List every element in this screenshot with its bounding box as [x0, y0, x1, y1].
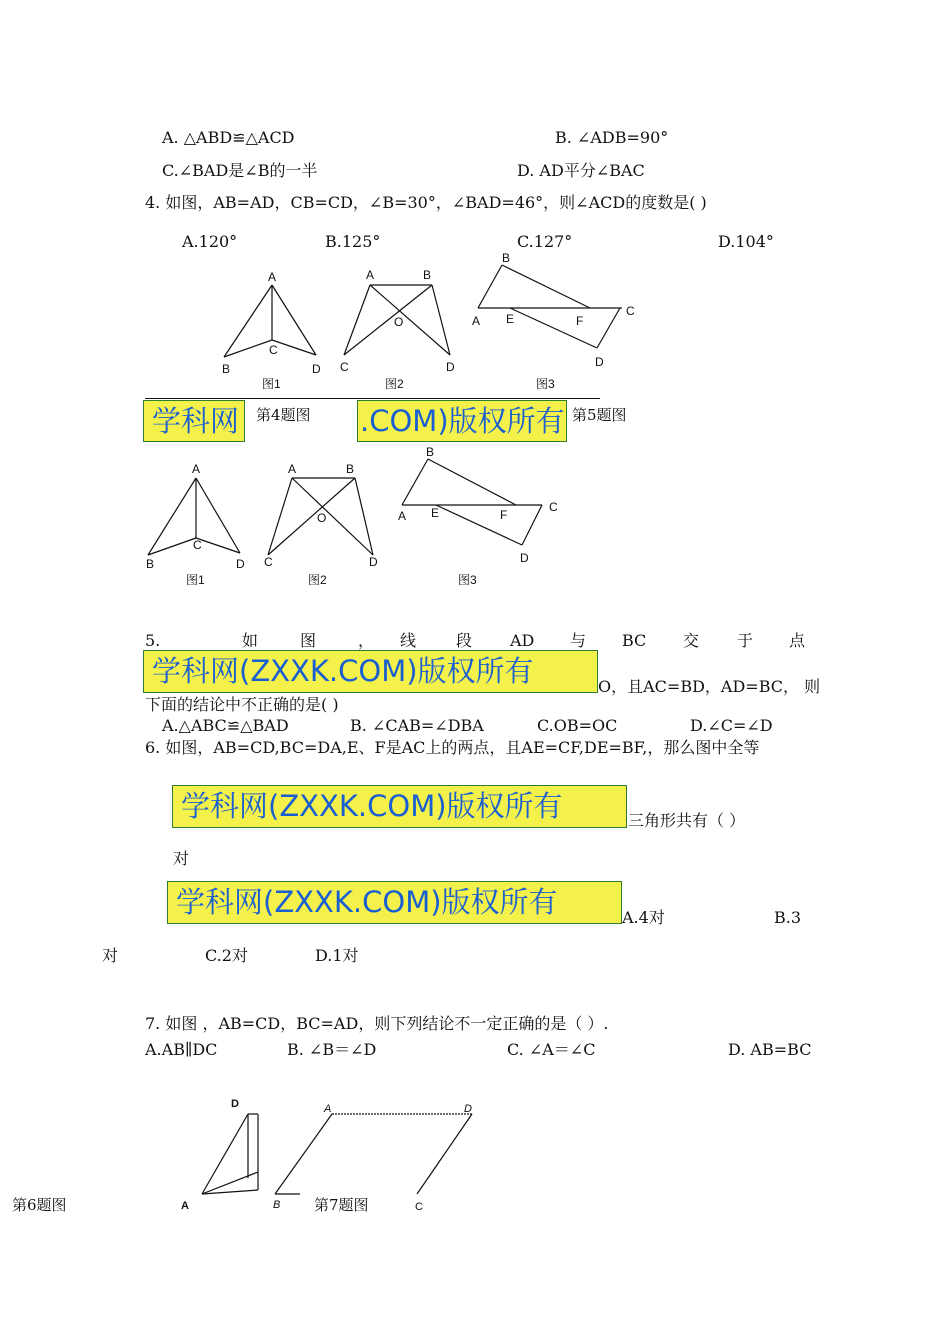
q5-word: ， — [358, 631, 375, 650]
q4-option-d: D.104° — [718, 232, 774, 251]
q5-word: 于 — [737, 631, 754, 650]
point-label-a: A — [192, 462, 201, 476]
point-label-c: C — [193, 538, 202, 552]
q4-stem: 4. 如图，AB=AD，CB=CD，∠B=30°，∠BAD=46°，则∠ACD的度数是( ) — [145, 193, 707, 212]
watermark-banner: 学科网(ZXXK.COM)版权所有 — [143, 650, 598, 693]
point-label-e: E — [431, 506, 440, 520]
point-label-d: D — [464, 1103, 472, 1115]
figure-3-label: 图3 — [458, 573, 477, 587]
q5-conditions: O，且AC=BD，AD=BC， 则 — [598, 677, 821, 696]
figure-2-trapezoid — [340, 268, 455, 391]
watermark-banner: 学科网(ZXXK.COM)版权所有 — [167, 881, 622, 924]
figure-1-label: 图1 — [262, 377, 281, 391]
point-label-a: A — [472, 314, 481, 328]
q6-option-b-tail: 对 — [102, 946, 119, 965]
point-label-b: B — [346, 462, 355, 476]
q5-question: 下面的结论中不正确的是( ) — [145, 695, 339, 714]
figure-caption-q4: 第4题图 — [256, 406, 311, 424]
q3-option-d: D. AD平分∠BAC — [517, 161, 645, 180]
point-label-c: C — [415, 1201, 423, 1213]
point-label-b: B — [146, 557, 155, 571]
figure-3-triangles — [472, 251, 635, 391]
q5-word: 5. — [145, 631, 161, 650]
q3-option-a: A. △ABD≌△ACD — [162, 128, 295, 147]
q5-word: 图 — [300, 631, 317, 650]
q5-word: 与 — [570, 631, 587, 650]
q3-option-c: C.∠BAD是∠B的一半 — [162, 161, 318, 180]
point-label-d: D — [369, 555, 378, 569]
q5-word: AD — [510, 631, 535, 650]
point-label-c: C — [626, 304, 635, 318]
point-label-a: A — [366, 268, 375, 282]
q4-option-a: A.120° — [182, 232, 238, 251]
top-divider — [145, 398, 600, 399]
point-label-d: D — [595, 355, 604, 369]
point-label-o: O — [394, 315, 404, 329]
q5-word: 如 — [242, 631, 259, 650]
figure-row-2 — [140, 445, 580, 590]
q6-option-d: D.1对 — [315, 946, 359, 965]
q5-option-c: C.OB=OC — [537, 716, 618, 735]
figure-q6-fragment — [181, 1098, 258, 1212]
figure-2-label: 图2 — [385, 377, 404, 391]
q6-stem-continued: 三角形共有（ ） — [628, 811, 746, 830]
q5-word: 段 — [456, 631, 473, 650]
q6-option-c: C.2对 — [205, 946, 248, 965]
point-label-a: A — [398, 509, 407, 523]
watermark-banner-left: 学科网 — [143, 400, 245, 442]
figure-caption-q5: 第5题图 — [572, 406, 627, 424]
q6-option-b: B.3 — [774, 908, 802, 927]
watermark-banner-right: .COM)版权所有 — [357, 400, 567, 442]
q5-word: 线 — [400, 631, 417, 650]
point-label-d: D — [446, 360, 455, 374]
point-label-o: O — [317, 511, 327, 525]
figure-row-1 — [210, 251, 650, 400]
figure-caption-q7: 第7题图 — [314, 1196, 369, 1214]
point-label-b: B — [222, 362, 231, 376]
point-label-b: B — [502, 251, 511, 265]
q5-option-b: B. ∠CAB=∠DBA — [350, 716, 484, 735]
point-label-d: D — [312, 362, 321, 376]
q3-option-b: B. ∠ADB=90° — [555, 128, 669, 147]
figure-2-trapezoid-repeat — [264, 462, 378, 587]
point-label-f: F — [576, 314, 584, 328]
q6-stem: 6. 如图，AB=CD,BC=DA,E、F是AC上的两点，且AE=CF,DE=BF,，那么图中全等 — [145, 738, 760, 757]
figure-3-label: 图3 — [536, 377, 555, 391]
point-label-a: A — [268, 270, 277, 284]
point-label-b: B — [423, 268, 432, 282]
q5-word: 交 — [683, 631, 700, 650]
point-label-b: B — [426, 445, 435, 459]
point-label-a: A — [324, 1103, 332, 1115]
point-label-a: A — [288, 462, 297, 476]
point-label-c: C — [269, 343, 278, 357]
q5-word: BC — [622, 631, 647, 650]
point-label-e: E — [506, 312, 515, 326]
figure-2-label: 图2 — [308, 573, 327, 587]
q7-option-d: D. AB=BC — [728, 1040, 812, 1059]
figure-1-kite — [222, 270, 321, 391]
point-label-d: D — [231, 1098, 239, 1110]
q7-option-c: C. ∠A＝∠C — [507, 1040, 596, 1059]
q5-option-a: A.△ABC≌△BAD — [162, 716, 289, 735]
q6-stem-dui: 对 — [173, 849, 190, 868]
figure-1-kite-repeat — [146, 462, 245, 587]
point-label-b: B — [273, 1199, 281, 1211]
point-label-a: A — [181, 1200, 189, 1212]
q4-option-c: C.127° — [517, 232, 573, 251]
q7-stem: 7. 如图 ，AB=CD，BC=AD，则下列结论不一定正确的是（ ）. — [145, 1014, 609, 1033]
q4-option-b: B.125° — [325, 232, 381, 251]
figure-q7-parallelogram — [273, 1103, 472, 1213]
figure-3-triangles-repeat — [398, 445, 558, 587]
watermark-banner: 学科网(ZXXK.COM)版权所有 — [172, 785, 627, 828]
q7-option-a: A.AB∥DC — [145, 1040, 218, 1059]
q5-option-d: D.∠C=∠D — [690, 716, 773, 735]
q7-option-b: B. ∠B＝∠D — [287, 1040, 377, 1059]
point-label-d: D — [236, 557, 245, 571]
q5-word: 点 — [789, 631, 806, 650]
point-label-c: C — [264, 555, 273, 569]
point-label-f: F — [500, 508, 508, 522]
figure-1-label: 图1 — [186, 573, 205, 587]
point-label-c: C — [549, 500, 558, 514]
figure-caption-q6: 第6题图 — [12, 1196, 67, 1214]
point-label-d: D — [520, 551, 529, 565]
q6-option-a: A.4对 — [622, 908, 665, 927]
point-label-c: C — [340, 360, 349, 374]
